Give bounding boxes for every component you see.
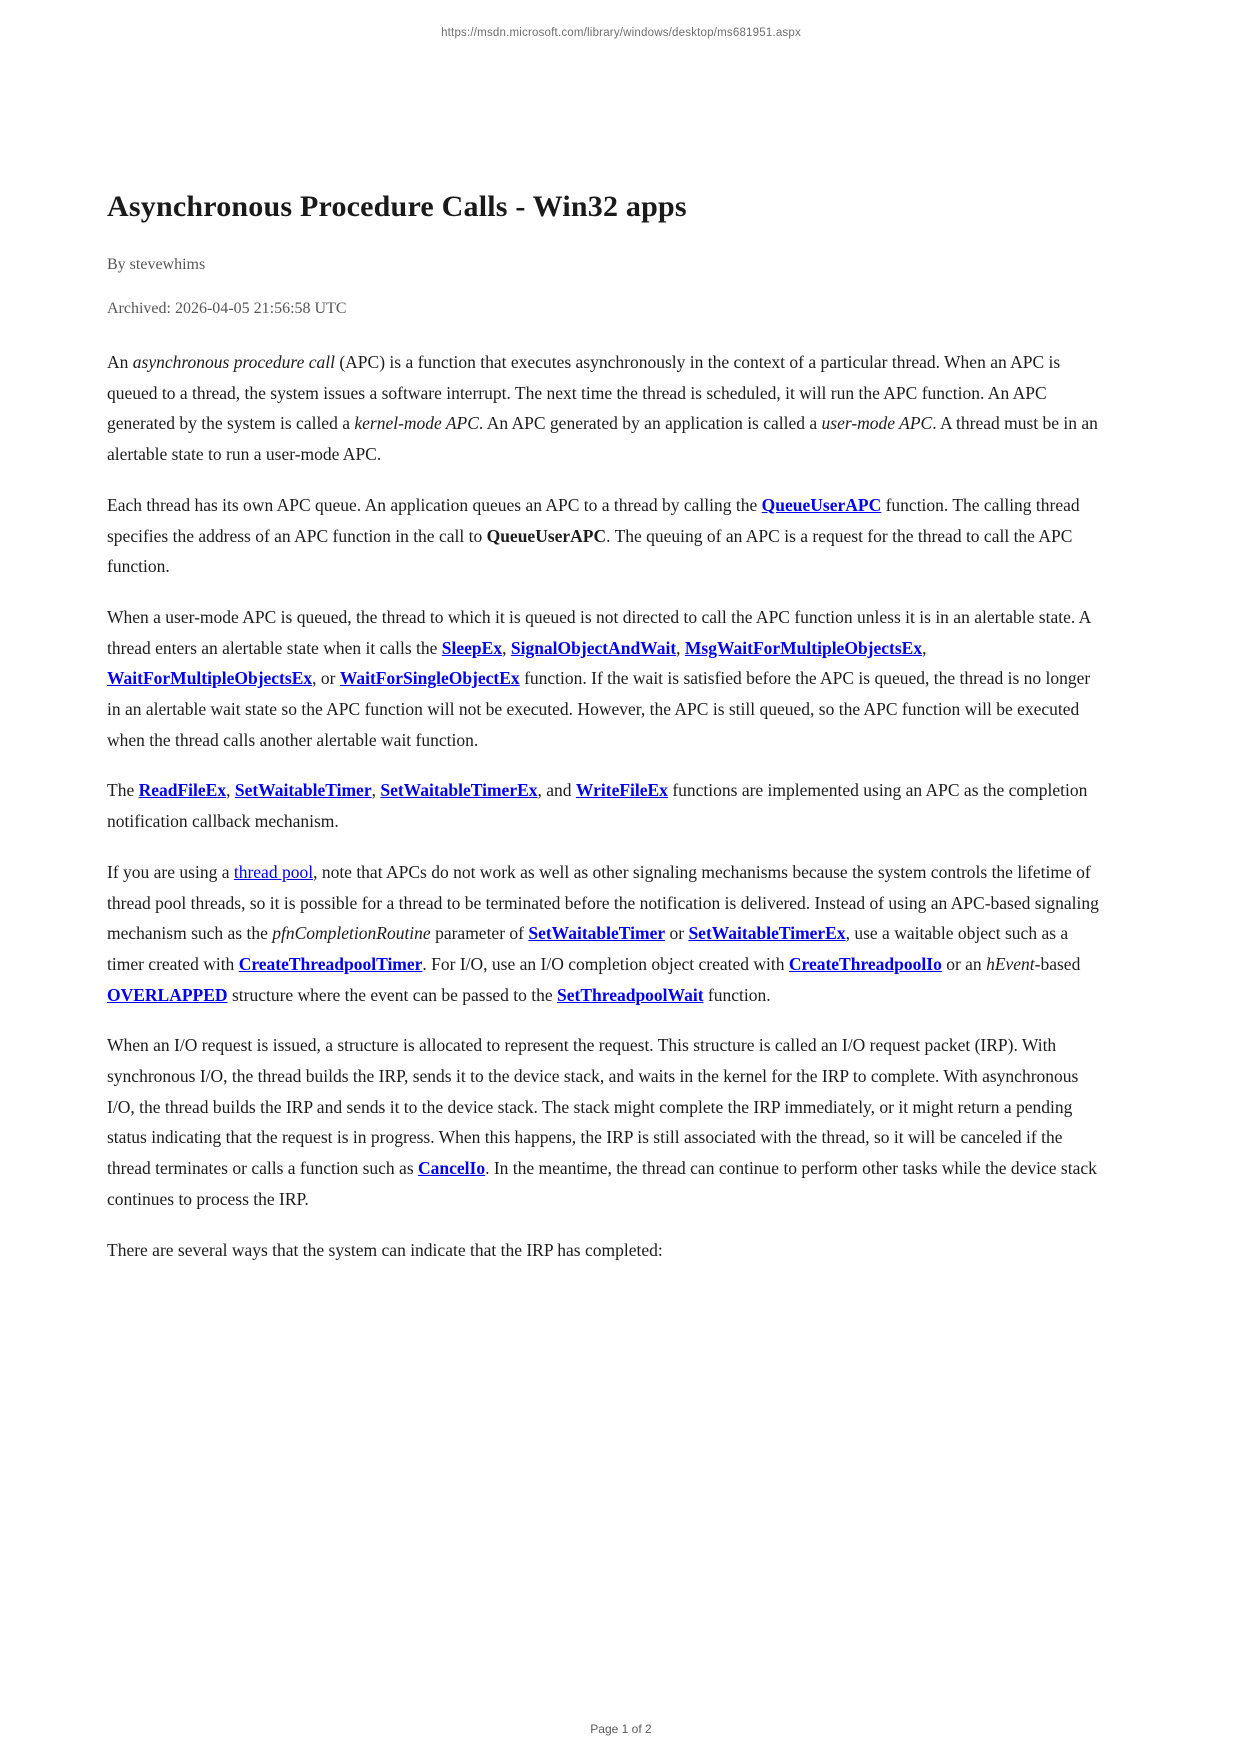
article-content (107, 0, 1107, 1285)
paragraph (107, 1235, 1107, 1266)
text-run: , (371, 780, 381, 801)
paragraph (107, 775, 1107, 836)
text-run: , (676, 637, 685, 658)
text-run: structure where the event can be passed to the (227, 984, 558, 1005)
doc-link-createthreadpooltimer[interactable]: CreateThreadpoolTimer (238, 953, 423, 974)
page-number-footer: Page 1 of 2 (590, 1722, 652, 1736)
text-run: , note that APCs do not work as well as other signaling mechanisms because the system controls the lifetime of thread pool threads, so it is possible for a thread to be terminated before the notification is delivered. Instead of using an APC-based signaling mechanism such as the (107, 861, 1099, 944)
doc-link-msgwaitformultipleobjectsex[interactable]: MsgWaitForMultipleObjectsEx (684, 637, 923, 658)
text-run: , and (537, 780, 576, 801)
text-run: function. (703, 984, 771, 1005)
text-run: , or (312, 668, 340, 689)
doc-link-setwaitabletimerex[interactable]: SetWaitableTimerEx (380, 780, 538, 801)
doc-link-cancelio[interactable]: CancelIo (418, 1158, 486, 1179)
text-run: function. The calling thread specifies the address of an APC function in the call to (107, 494, 1080, 546)
text-run: An (107, 352, 133, 372)
text-run: The (107, 780, 139, 801)
text-run: (APC) is a function that executes asynchronously in the context of a particular thread. When an APC is queued to a thread, the system issues a software interrupt. The next time the thread is scheduled, it will run the APC function. An APC generated by the system is called a (107, 352, 1061, 434)
doc-link-waitforsingleobjectex[interactable]: WaitForSingleObjectEx (339, 668, 520, 689)
text-run: When a user-mode APC is queued, the thread to which it is queued is not directed to call the APC function unless it is in an alertable state. A thread enters an alertable state when it calls the (107, 606, 1091, 658)
text-run: , (922, 637, 927, 658)
doc-link-setwaitabletimerex[interactable]: SetWaitableTimerEx (688, 923, 846, 944)
paragraph (107, 857, 1107, 1011)
archived-timestamp: Archived: 2026-04-05 21:56:58 UTC (107, 300, 347, 317)
author-byline: By stevewhims (107, 256, 206, 273)
doc-link-waitformultipleobjectsex[interactable]: WaitForMultipleObjectsEx (107, 668, 313, 689)
paragraph (107, 490, 1107, 582)
page-url-header: https://msdn.microsoft.com/library/windows/desktop/ms681951.aspx (441, 27, 801, 39)
text-run: If you are using a (107, 861, 234, 882)
text-run: kernel-mode APC (354, 413, 479, 434)
paragraph (107, 602, 1107, 756)
doc-link-sleepex[interactable]: SleepEx (441, 637, 503, 658)
text-run: parameter of (430, 923, 529, 944)
text-run: . An APC generated by an application is called a (478, 413, 822, 434)
text-run: function. If the wait is satisfied before the APC is queued, the thread is no longer in an alertable wait state so the APC function will not be executed. However, the APC is still queued, so the APC function will be executed when the thread calls another alertable wait function. (107, 668, 1091, 750)
doc-link-setwaitabletimer[interactable]: SetWaitableTimer (528, 923, 666, 944)
doc-link-signalobjectandwait[interactable]: SignalObjectAndWait (510, 637, 677, 658)
article-body (107, 347, 1107, 1265)
text-run: or an (941, 953, 987, 974)
text-run: . The queuing of an APC is a request for the thread to call the APC function. (107, 525, 1073, 577)
text-run: , (502, 637, 511, 658)
doc-link-thread-pool[interactable]: thread pool (233, 861, 314, 882)
text-run: -based (1034, 953, 1081, 974)
text-run: Each thread has its own APC queue. An application queues an APC to a thread by calling the (107, 494, 762, 515)
text-run: , use a waitable object such as a timer created with (107, 923, 1069, 974)
paragraph (107, 347, 1107, 470)
text-run: . In the meantime, the thread can continue to perform other tasks while the device stack continues to process the IRP. (107, 1158, 1097, 1209)
text-run: QueueUserAPC (486, 525, 607, 546)
text-run: There are several ways that the system can indicate that the IRP has completed: (107, 1239, 663, 1260)
text-run: When an I/O request is issued, a structure is allocated to represent the request. This structure is called an I/O request packet (IRP). With synchronous I/O, the thread builds the IRP, sends it to the device stack, and waits in the kernel for the IRP to complete. With asynchronous I/O, the thread builds the IRP and sends it to the device stack. The stack might complete the IRP immediately, or it might return a pending status indicating that the request is in progress. When this happens, the IRP is still associated with the thread, so it will be canceled if the thread terminates or calls a function such as (107, 1035, 1079, 1179)
text-run: . A thread must be in an alertable state to run a user-mode APC. (107, 413, 1098, 465)
doc-link-setwaitabletimer[interactable]: SetWaitableTimer (234, 780, 372, 801)
text-run: pfnCompletionRoutine (272, 923, 431, 944)
doc-link-writefileex[interactable]: WriteFileEx (575, 780, 668, 801)
doc-link-setthreadpoolwait[interactable]: SetThreadpoolWait (557, 984, 704, 1005)
doc-link-readfileex[interactable]: ReadFileEx (138, 780, 227, 801)
text-run: or (665, 923, 689, 944)
page-title: Asynchronous Procedure Calls - Win32 apps (107, 190, 687, 223)
doc-link-queueuserapc[interactable]: QueueUserAPC (761, 494, 882, 515)
text-run: . For I/O, use an I/O completion object created with (422, 953, 789, 974)
text-run: functions are implemented using an APC as the completion notification callback mechanism. (107, 780, 1088, 832)
text-run: asynchronous procedure call (132, 352, 335, 372)
text-run: hEvent (986, 953, 1035, 974)
text-run: user-mode APC (821, 413, 933, 434)
text-run: , (226, 780, 235, 801)
doc-link-createthreadpoolio[interactable]: CreateThreadpoolIo (788, 953, 942, 974)
doc-link-overlapped[interactable]: OVERLAPPED (107, 984, 228, 1005)
paragraph (107, 1030, 1107, 1214)
